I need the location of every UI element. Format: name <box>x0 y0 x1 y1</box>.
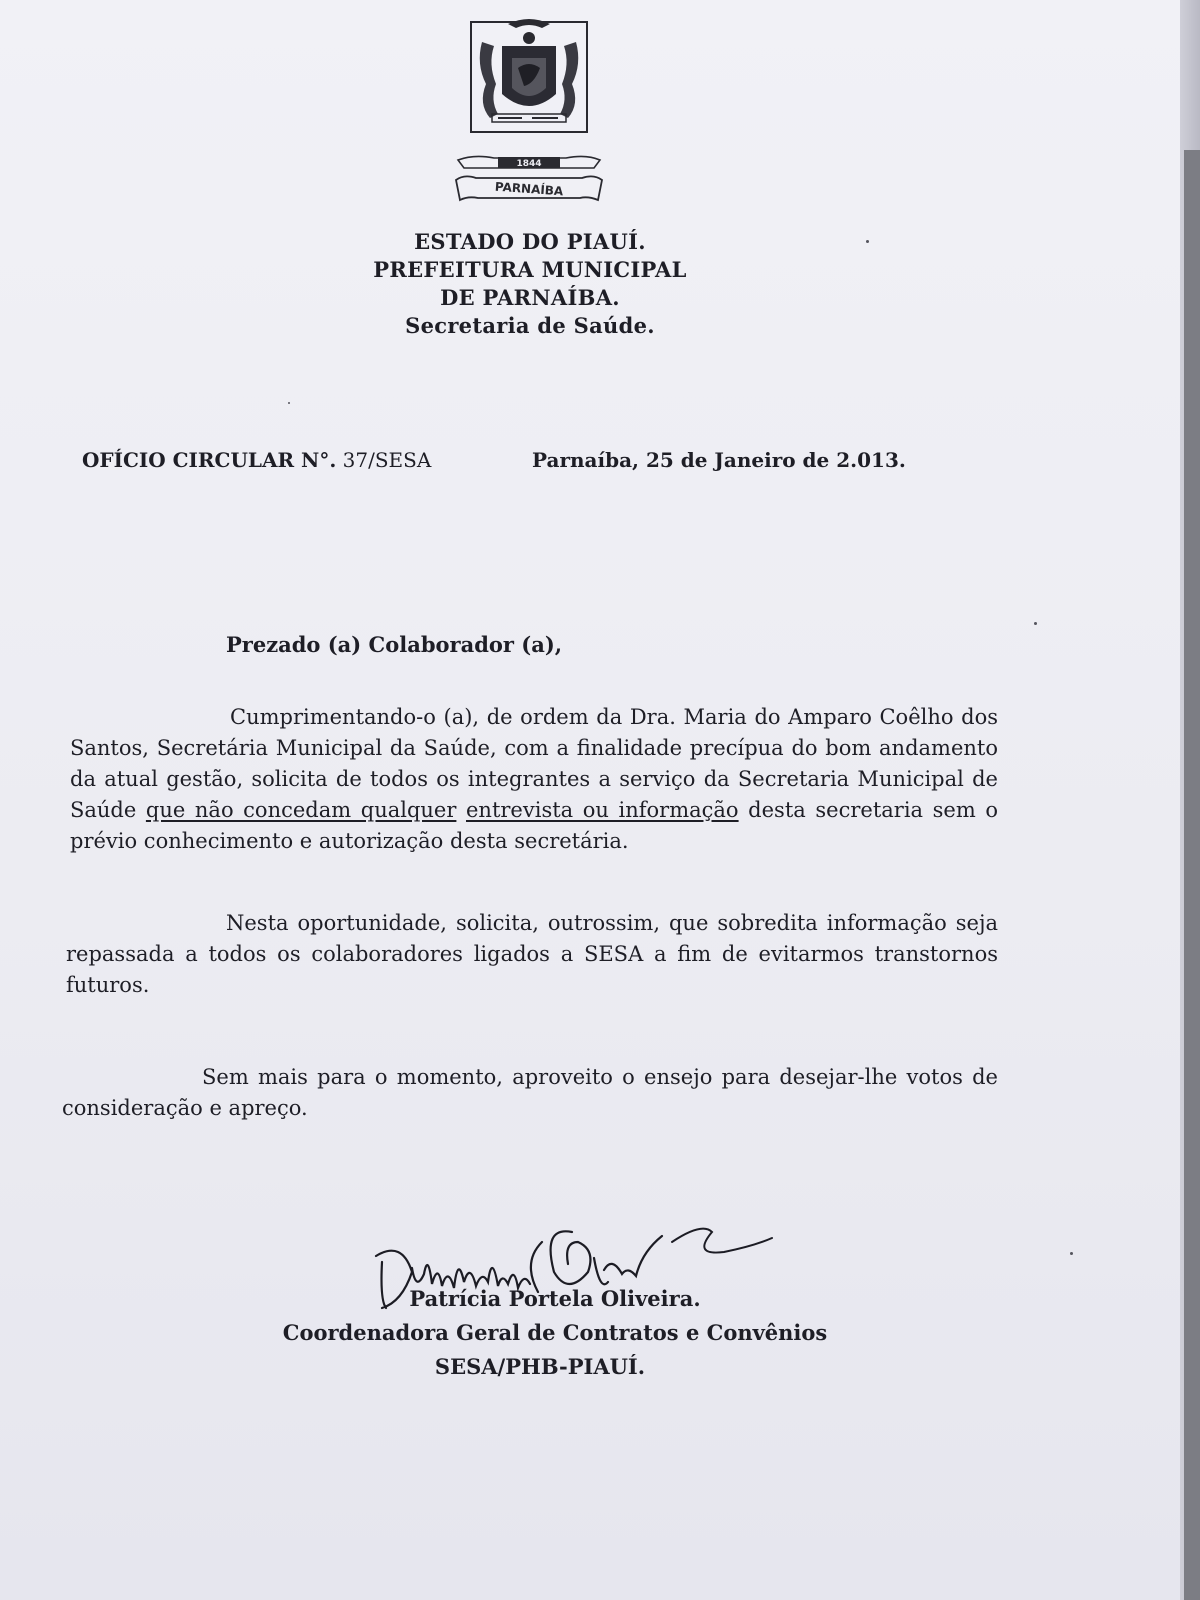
letterhead-heading <box>300 228 760 340</box>
p1-text-start: Cumprimentando-o (a), de ordem da Dra. Maria do Amparo Coêlho dos Santos, Secretária Municipal da Saúde, com a finalidade precípua do bom andamento da atual gestão, solicita de todos os integrantes a serviço da Secretaria Municipal de Saúde <box>70 705 998 822</box>
paper-speck <box>1070 1252 1073 1255</box>
paper-speck <box>288 402 290 404</box>
heading-line-state: ESTADO DO PIAUÍ. <box>414 229 646 254</box>
p1-space <box>456 798 466 822</box>
body-paragraph-3 <box>62 1062 998 1124</box>
paper-speck <box>866 240 869 243</box>
signer-role: Coordenadora Geral de Contratos e Convênios <box>282 1320 828 1345</box>
letter-date: Parnaíba, 25 de Janeiro de 2.013. <box>532 448 906 472</box>
reference-number: 37/SESA <box>342 448 432 472</box>
signer-name: Patrícia Portela Oliveira. <box>409 1286 701 1311</box>
body-paragraph-1 <box>70 702 998 857</box>
p3-text: Sem mais para o momento, aproveito o ensejo para desejar-lhe votos de consideração e apreço. <box>62 1065 998 1120</box>
background-surface <box>1184 150 1200 1600</box>
p1-text-end: desta secretaria sem o prévio conhecimento e autorização desta secretária. <box>70 798 998 853</box>
paper-edge-shadow <box>1180 0 1200 1600</box>
body-paragraph-2 <box>66 908 998 1001</box>
p1-underlined-phrase-1: que não concedam qualquer <box>145 798 457 822</box>
salutation: Prezado (a) Colaborador (a), <box>226 632 563 657</box>
heading-line-city: DE PARNAÍBA. <box>440 285 620 310</box>
reference-label: OFÍCIO CIRCULAR N°. <box>82 448 337 472</box>
signer-organization: SESA/PHB-PIAUÍ. <box>434 1354 646 1379</box>
p1-underlined-phrase-2: entrevista ou informação <box>466 798 739 822</box>
parnaiba-banner-icon <box>454 152 604 212</box>
paper-speck <box>1034 622 1037 625</box>
p2-text: Nesta oportunidade, solicita, outrossim, que sobredita informação seja repassada a todos os colaboradores ligados a SESA a fim de evitarmos transtornos futuros. <box>66 911 998 997</box>
banner-year: 1844 <box>516 159 542 169</box>
signature-block <box>150 1282 930 1384</box>
banner-text: PARNAÍBA <box>494 179 564 199</box>
coat-of-arms-icon <box>468 14 590 136</box>
heading-line-prefecture: PREFEITURA MUNICIPAL <box>373 257 687 282</box>
reference-line <box>82 448 1002 472</box>
heading-line-secretariat: Secretaria de Saúde. <box>405 313 655 338</box>
